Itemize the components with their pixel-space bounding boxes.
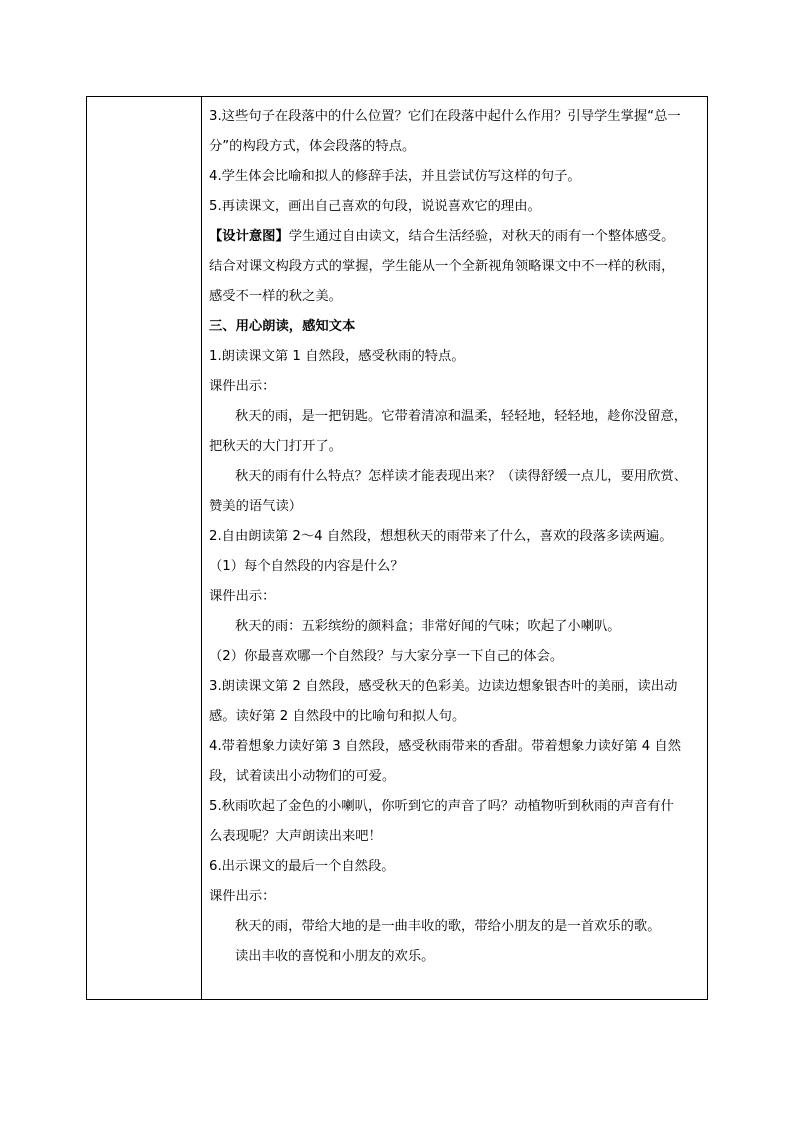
quote-line: 秋天的雨，是一把钥匙。它带着清凉和温柔，轻轻地，轻轻地，趁你没留意， bbox=[235, 409, 688, 424]
text-line: 5.再读课文，画出自己喜欢的句段，说说喜欢它的理由。 bbox=[209, 199, 541, 214]
text-line: 4.带着想象力读好第 3 自然段，感受秋雨带来的香甜。带着想象力读好第 4 自然 bbox=[209, 739, 682, 754]
text-line: 课件出示： bbox=[209, 589, 276, 604]
design-intent-text: 学生通过自由读文，结合生活经验，对秋天的雨有一个整体感受。 bbox=[288, 229, 675, 244]
text-line: 读出丰收的喜悦和小朋友的欢乐。 bbox=[235, 949, 435, 964]
text-line: 么表现呢？大声朗读出来吧！ bbox=[209, 829, 382, 844]
design-intent-label: 【设计意图】 bbox=[209, 229, 289, 244]
section-heading: 三、用心朗读，感知文本 bbox=[209, 319, 356, 334]
content-cell bbox=[202, 97, 707, 999]
text-line: 3.朗读课文第 2 自然段，感受秋天的色彩美。边读边想象银杏叶的美丽，读出动 bbox=[209, 679, 678, 694]
text-line: 4.学生体会比喻和拟人的修辞手法，并且尝试仿写这样的句子。 bbox=[209, 169, 581, 184]
quote-line: 秋天的雨，带给大地的是一曲丰收的歌，带给小朋友的是一首欢乐的歌。 bbox=[235, 919, 661, 934]
text-line: 6.出示课文的最后一个自然段。 bbox=[209, 859, 395, 874]
text-line: 课件出示： bbox=[209, 379, 276, 394]
quote-line: 秋天的雨：五彩缤纷的颜料盒；非常好闻的气味；吹起了小喇叭。 bbox=[235, 619, 621, 634]
left-column-cell bbox=[87, 97, 202, 999]
text-line: 3.这些句子在段落中的什么位置？它们在段落中起什么作用？引导学生掌握“总一 bbox=[209, 109, 681, 124]
text-line: 分”的构段方式，体会段落的特点。 bbox=[209, 139, 416, 154]
text-line: 感受不一样的秋之美。 bbox=[209, 289, 342, 304]
design-intent-line bbox=[209, 222, 704, 252]
lesson-table bbox=[86, 96, 708, 1000]
text-line: 5.秋雨吹起了金色的小喇叭，你听到它的声音了吗？动植物听到秋雨的声音有什 bbox=[209, 799, 674, 814]
text-line: 秋天的雨有什么特点？怎样读才能表现出来？（读得舒缓一点儿，要用欣赏、 bbox=[235, 469, 688, 484]
text-line: （1）每个自然段的内容是什么？ bbox=[209, 559, 404, 574]
text-line: 段，试着读出小动物们的可爱。 bbox=[209, 769, 396, 784]
text-line: 赞美的语气读） bbox=[209, 499, 303, 514]
text-line: 1.朗读课文第 1 自然段，感受秋雨的特点。 bbox=[209, 349, 465, 364]
quote-line: 把秋天的大门打开了。 bbox=[209, 439, 342, 454]
text-line: 感。读好第 2 自然段中的比喻句和拟人句。 bbox=[209, 709, 466, 724]
text-line: 课件出示： bbox=[209, 889, 276, 904]
text-line: 结合对课文构段方式的掌握，学生能从一个全新视角领略课文中不一样的秋雨， bbox=[209, 259, 675, 274]
text-line: （2）你最喜欢哪一个自然段？与大家分享一下自己的体会。 bbox=[209, 649, 564, 664]
text-line: 2.自由朗读第 2～4 自然段，想想秋天的雨带来了什么，喜欢的段落多读两遍。 bbox=[209, 529, 673, 544]
